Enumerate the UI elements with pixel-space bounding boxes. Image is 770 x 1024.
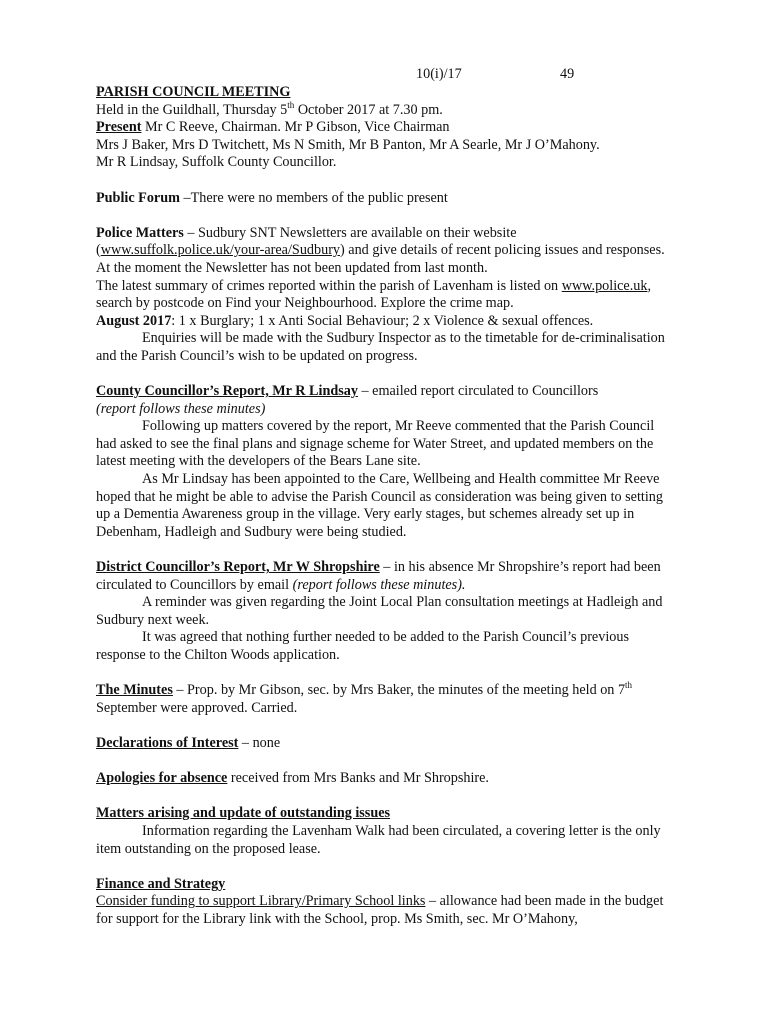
apologies-heading: Apologies for absence: [96, 770, 228, 787]
police-enquiries: Enquiries will be made with the Sudbury Inspector as to the timetable for de-criminalisation and the Parish Council’s wish to be updated on progress.: [96, 330, 665, 364]
county-note: (report follows these minutes): [96, 400, 266, 417]
attendance: Present Mr C Reeve, Chairman. Mr P Gibson, Vice Chairman Mrs J Baker, Mrs D Twitchett, Ms N Smith, Mr B Panton, Mr A Searle, Mr J O’Mahony. Mr R Lindsay, Suffolk County Councillor.: [96, 119, 600, 171]
matters-heading: Matters arising and update of outstanding issues: [96, 805, 391, 822]
minutes-section: The Minutes – Prop. by Mr Gibson, sec. by Mrs Baker, the minutes of the meeting held on 7th September were approved. Carried.: [96, 680, 633, 716]
document-title: PARISH COUNCIL MEETING: [96, 84, 291, 100]
police-heading: Police Matters: [96, 224, 184, 241]
matters-text: Information regarding the Lavenham Walk had been circulated, a covering letter is the only item outstanding on the proposed lease.: [96, 822, 661, 857]
finance-subheading: Consider funding to support Library/Primary School links: [96, 893, 426, 910]
public-forum-heading: Public Forum: [96, 189, 180, 206]
meeting-venue: Held in the Guildhall, Thursday 5th October 2017 at 7.30 pm.: [96, 99, 443, 118]
police-uk-link[interactable]: www.police.uk: [561, 277, 648, 294]
county-intro: County Councillor’s Report, Mr R Lindsay – emailed report circulated to Councillors: [96, 383, 599, 400]
august-label: August 2017: [96, 312, 172, 329]
police-summary: The latest summary of crimes reported within the parish of Lavenham is listed on www.police.uk, search by postcode on Find your Neighbourhood. Explore the crime map.: [96, 277, 652, 312]
present-label: Present: [96, 119, 142, 136]
district-section: [96, 559, 676, 665]
police-intro: Police Matters – Sudbury SNT Newsletters are available on their website (www.suffolk.police.uk/your-area/Sudbury) and give details of recent policing issues and responses. At the moment the Newsletter has not been updated from last month.: [96, 224, 665, 276]
minutes-reference: 10(i)/17: [416, 66, 462, 82]
minutes-page: [96, 66, 676, 929]
county-section: [96, 383, 676, 541]
finance-heading: Finance and Strategy: [96, 875, 226, 892]
finance-section: [96, 876, 676, 929]
declarations-heading: Declarations of Interest: [96, 734, 239, 751]
page-header: [96, 66, 676, 84]
matters-section: [96, 805, 676, 858]
suffolk-police-link[interactable]: www.suffolk.police.uk/your-area/Sudbury: [100, 242, 341, 259]
district-para-1: A reminder was given regarding the Joint Local Plan consultation meetings at Hadleigh and Sudbury next week.: [96, 594, 663, 628]
page-number: 49: [560, 66, 575, 82]
public-forum-section: Public Forum –There were no members of the public present: [96, 189, 448, 206]
police-section: [96, 225, 676, 366]
police-august: August 2017: 1 x Burglary; 1 x Anti Social Behaviour; 2 x Violence & sexual offences.: [96, 312, 594, 329]
district-heading: District Councillor’s Report, Mr W Shropshire: [96, 559, 380, 576]
declarations-section: Declarations of Interest – none: [96, 734, 281, 751]
district-intro: District Councillor’s Report, Mr W Shropshire – in his absence Mr Shropshire’s report had been circulated to Councillors by email (report follows these minutes).: [96, 559, 661, 593]
apologies-section: Apologies for absence received from Mrs Banks and Mr Shropshire.: [96, 770, 489, 787]
county-para-1: Following up matters covered by the report, Mr Reeve commented that the Parish Council had asked to see the final plans and signage scheme for Water Street, and updated members on the latest meeting with the developers of the Bears Lane site.: [96, 418, 655, 470]
county-heading: County Councillor’s Report, Mr R Lindsay: [96, 383, 358, 400]
finance-text: Consider funding to support Library/Primary School links – allowance had been made in the budget for support for the Library link with the School, prop. Ms Smith, sec. Mr O’Mahony,: [96, 893, 664, 927]
minutes-heading: The Minutes: [96, 682, 173, 699]
district-para-2: It was agreed that nothing further needed to be added to the Parish Council’s previous response to the Chilton Woods application.: [96, 629, 629, 663]
county-para-2: As Mr Lindsay has been appointed to the Care, Wellbeing and Health committee Mr Reeve hoped that he might be able to advise the Parish Council as consideration was being given to setting up a Dementia Awareness group in the village. Very early stages, but schemes already set up in Debenham, Hadleigh and Sudbury were being studied.: [96, 471, 663, 540]
